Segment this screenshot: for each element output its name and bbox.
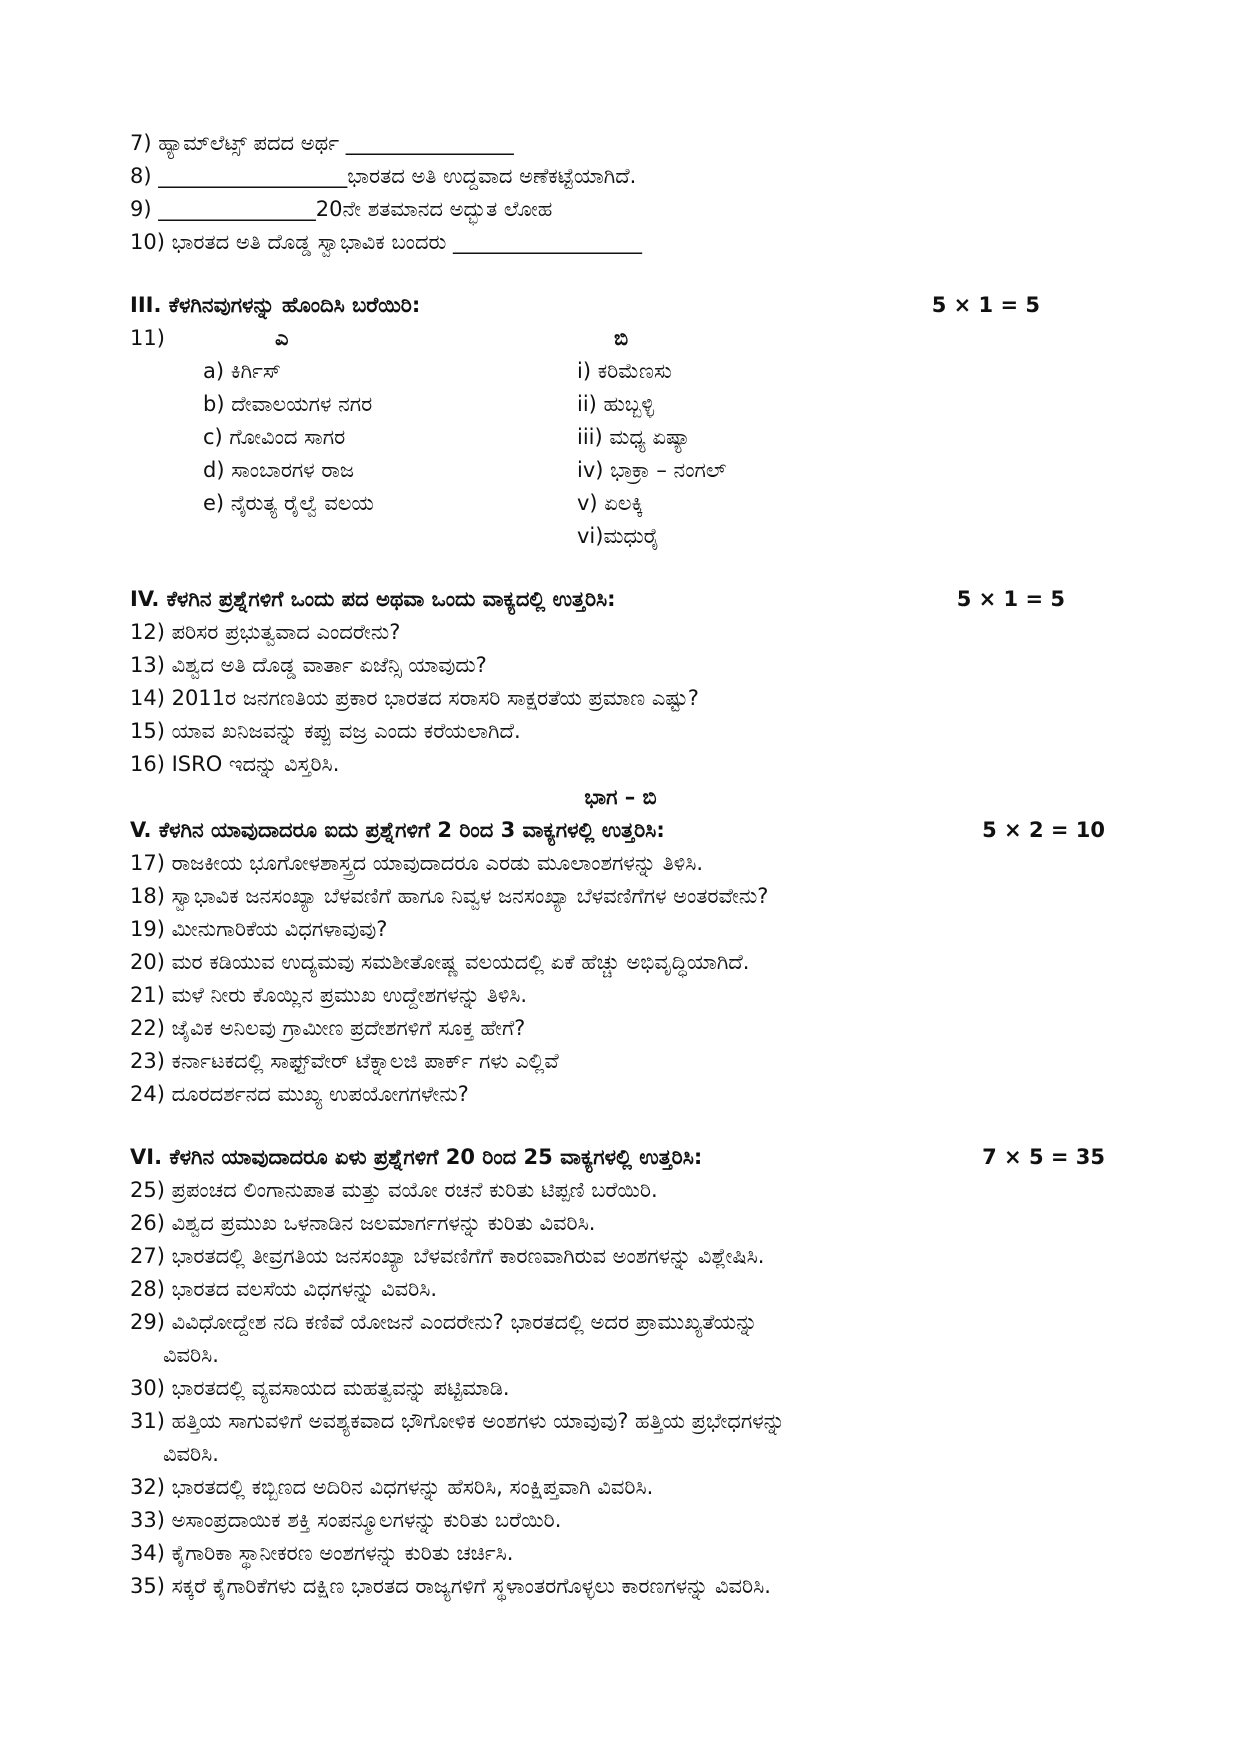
question-10: 10) ಭಾರತದ ಅತಿ ದೊಡ್ಡ ಸ್ವಾಭಾವಿಕ ಬಂದರು __________________	[130, 230, 642, 254]
question-7: 7) ಹ್ಯಾಮ್‌ಲೆಟ್ಸ್ ಪದದ ಅರ್ಥ ________________	[130, 131, 514, 155]
question-29-continued: ವಿವರಿಸಿ.	[163, 1343, 219, 1367]
match-item-a: a) ಕಿರ್ಗಿಸ್	[203, 359, 281, 383]
question-30: 30) ಭಾರತದಲ್ಲಿ ವ್ಯವಸಾಯದ ಮಹತ್ವವನ್ನು ಪಟ್ಟಿಮಾಡಿ.	[130, 1376, 510, 1400]
question-28: 28) ಭಾರತದ ವಲಸೆಯ ವಿಧಗಳನ್ನು ವಿವರಿಸಿ.	[130, 1277, 438, 1301]
match-column-a	[203, 355, 374, 520]
question-9: 9) _______________20ನೇ ಶತಮಾನದ ಅದ್ಭುತ ಲೋಹ	[130, 197, 553, 221]
section-6-header	[130, 1141, 1105, 1174]
match-column-b	[577, 355, 726, 553]
question-17: 17) ರಾಜಕೀಯ ಭೂಗೋಳಶಾಸ್ತ್ರದ ಯಾವುದಾದರೂ ಎರಡು ಮೂಲಾಂಶಗಳನ್ನು ತಿಳಿಸಿ.	[130, 851, 704, 875]
match-item-i: i) ಕರಿಮೆಣಸು	[577, 359, 672, 383]
question-35: 35) ಸಕ್ಕರೆ ಕೈಗಾರಿಕೆಗಳು ದಕ್ಷಿಣ ಭಾರತದ ರಾಜ್ಯಗಳಿಗೆ ಸ್ಥಳಾಂತರಗೊಳ್ಳಲು ಕಾರಣಗಳನ್ನು ವಿವರಿಸಿ.	[130, 1574, 771, 1598]
question-11-number: 11)	[130, 326, 165, 350]
question-8: 8) __________________ಭಾರತದ ಅತಿ ಉದ್ದವಾದ ಅಣೆಕಟ್ಟೆಯಾಗಿದೆ.	[130, 164, 637, 188]
question-16: 16) ISRO ಇದನ್ನು ವಿಸ್ತರಿಸಿ.	[130, 752, 340, 776]
question-29: 29) ವಿವಿಧೋದ್ದೇಶ ನದಿ ಕಣಿವೆ ಯೋಜನೆ ಎಂದರೇನು? ಭಾರತದಲ್ಲಿ ಅದರ ಪ್ರಾಮುಖ್ಯತೆಯನ್ನು	[130, 1310, 758, 1334]
question-24: 24) ದೂರದರ್ಶನದ ಮುಖ್ಯ ಉಪಯೋಗಗಳೇನು?	[130, 1082, 469, 1106]
question-14: 14) 2011ರ ಜನಗಣತಿಯ ಪ್ರಕಾರ ಭಾರತದ ಸರಾಸರಿ ಸಾಕ್ಷರತೆಯ ಪ್ರಮಾಣ ಎಷ್ಟು?	[130, 686, 699, 710]
question-34: 34) ಕೈಗಾರಿಕಾ ಸ್ಥಾನೀಕರಣ ಅಂಶಗಳನ್ನು ಕುರಿತು ಚರ್ಚಿಸಿ.	[130, 1541, 514, 1565]
section-3-header	[130, 289, 1040, 322]
column-a-heading: ಎ	[275, 326, 289, 350]
match-item-e: e) ನೈರುತ್ಯ ರೈಲ್ವೆ ವಲಯ	[203, 491, 374, 515]
section-5-header	[130, 814, 1105, 847]
question-26: 26) ವಿಶ್ವದ ಪ್ರಮುಖ ಒಳನಾಡಿನ ಜಲಮಾರ್ಗಗಳನ್ನು ಕುರಿತು ವಿವರಿಸಿ.	[130, 1211, 596, 1235]
section-4-marks: 5 × 1 = 5	[956, 587, 1065, 611]
question-25: 25) ಪ್ರಪಂಚದ ಲಿಂಗಾನುಪಾತ ಮತ್ತು ವಯೋ ರಚನೆ ಕುರಿತು ಟಿಪ್ಪಣಿ ಬರೆಯಿರಿ.	[130, 1178, 658, 1202]
question-27: 27) ಭಾರತದಲ್ಲಿ ತೀವ್ರಗತಿಯ ಜನಸಂಖ್ಯಾ ಬೆಳವಣಿಗೆಗೆ ಕಾರಣವಾಗಿರುವ ಅಂಶಗಳನ್ನು ವಿಶ್ಲೇಷಿಸಿ.	[130, 1244, 765, 1268]
section-5-title: V. ಕೆಳಗಿನ ಯಾವುದಾದರೂ ಐದು ಪ್ರಶ್ನೆಗಳಿಗೆ 2 ರಿಂದ 3 ವಾಕ್ಯಗಳಲ್ಲಿ ಉತ್ತರಿಸಿ:	[130, 818, 665, 842]
match-item-vi: vi)ಮಧುರೈ	[577, 524, 660, 548]
question-12: 12) ಪರಿಸರ ಪ್ರಭುತ್ವವಾದ ಎಂದರೇನು?	[130, 620, 401, 644]
part-b-heading: ಭಾಗ – ಬಿ	[584, 785, 657, 809]
section-5-marks: 5 × 2 = 10	[982, 818, 1105, 842]
question-32: 32) ಭಾರತದಲ್ಲಿ ಕಬ್ಬಿಣದ ಅದಿರಿನ ವಿಧಗಳನ್ನು ಹೆಸರಿಸಿ, ಸಂಕ್ಷಿಪ್ತವಾಗಿ ವಿವರಿಸಿ.	[130, 1475, 654, 1499]
section-4-title: IV. ಕೆಳಗಿನ ಪ್ರಶ್ನೆಗಳಿಗೆ ಒಂದು ಪದ ಅಥವಾ ಒಂದು ವಾಕ್ಯದಲ್ಲಿ ಉತ್ತರಿಸಿ:	[130, 587, 616, 611]
question-19: 19) ಮೀನುಗಾರಿಕೆಯ ವಿಧಗಳಾವುವು?	[130, 917, 388, 941]
match-item-iii: iii) ಮಧ್ಯ ಏಷ್ಯಾ	[577, 425, 691, 449]
question-33: 33) ಅಸಾಂಪ್ರದಾಯಿಕ ಶಕ್ತಿ ಸಂಪನ್ಮೂಲಗಳನ್ನು ಕುರಿತು ಬರೆಯಿರಿ.	[130, 1508, 562, 1532]
match-item-v: v) ಏಲಕ್ಕಿ	[577, 491, 644, 515]
question-23: 23) ಕರ್ನಾಟಕದಲ್ಲಿ ಸಾಫ್ಟ್‌ವೇರ್ ಟೆಕ್ನಾಲಜಿ ಪಾರ್ಕ್ ಗಳು ಎಲ್ಲಿವೆ	[130, 1049, 559, 1073]
section-3-marks: 5 × 1 = 5	[931, 293, 1040, 317]
match-item-c: c) ಗೋವಿಂದ ಸಾಗರ	[203, 425, 346, 449]
question-13: 13) ವಿಶ್ವದ ಅತಿ ದೊಡ್ಡ ವಾರ್ತಾ ಏಜೆನ್ಸಿ ಯಾವುದು?	[130, 653, 487, 677]
match-item-b: b) ದೇವಾಲಯಗಳ ನಗರ	[203, 392, 373, 416]
question-31-continued: ವಿವರಿಸಿ.	[163, 1442, 219, 1466]
column-b-heading: ಬಿ	[614, 326, 629, 350]
question-20: 20) ಮರ ಕಡಿಯುವ ಉದ್ಯಮವು ಸಮಶೀತೋಷ್ಣ ವಲಯದಲ್ಲಿ ಏಕೆ ಹೆಚ್ಚು ಅಭಿವೃದ್ಧಿಯಾಗಿದೆ.	[130, 950, 750, 974]
section-6-marks: 7 × 5 = 35	[982, 1145, 1105, 1169]
question-21: 21) ಮಳೆ ನೀರು ಕೊಯ್ಲಿನ ಪ್ರಮುಖ ಉದ್ದೇಶಗಳನ್ನು ತಿಳಿಸಿ.	[130, 983, 528, 1007]
section-4-header	[130, 583, 1065, 616]
section-3-title: III. ಕೆಳಗಿನವುಗಳನ್ನು ಹೊಂದಿಸಿ ಬರೆಯಿರಿ:	[130, 293, 421, 317]
match-item-iv: iv) ಭಾಕ್ರಾ – ನಂಗಲ್	[577, 458, 727, 482]
section-6-title: VI. ಕೆಳಗಿನ ಯಾವುದಾದರೂ ಏಳು ಪ್ರಶ್ನೆಗಳಿಗೆ 20 ರಿಂದ 25 ವಾಕ್ಯಗಳಲ್ಲಿ ಉತ್ತರಿಸಿ:	[130, 1145, 703, 1169]
question-18: 18) ಸ್ವಾಭಾವಿಕ ಜನಸಂಖ್ಯಾ ಬೆಳವಣಿಗೆ ಹಾಗೂ ನಿವ್ವಳ ಜನಸಂಖ್ಯಾ ಬೆಳವಣಿಗೆಗಳ ಅಂತರವೇನು?	[130, 884, 769, 908]
question-22: 22) ಜೈವಿಕ ಅನಿಲವು ಗ್ರಾಮೀಣ ಪ್ರದೇಶಗಳಿಗೆ ಸೂಕ್ತ ಹೇಗೆ?	[130, 1016, 526, 1040]
question-31: 31) ಹತ್ತಿಯ ಸಾಗುವಳಿಗೆ ಅವಶ್ಯಕವಾದ ಭೌಗೋಳಿಕ ಅಂಶಗಳು ಯಾವುವು? ಹತ್ತಿಯ ಪ್ರಭೇಧಗಳನ್ನು	[130, 1409, 785, 1433]
match-item-d: d) ಸಾಂಬಾರಗಳ ರಾಜ	[203, 458, 355, 482]
match-item-ii: ii) ಹುಬ್ಬಳ್ಳಿ	[577, 392, 655, 416]
question-15: 15) ಯಾವ ಖನಿಜವನ್ನು ಕಪ್ಪು ವಜ್ರ ಎಂದು ಕರೆಯಲಾಗಿದೆ.	[130, 719, 521, 743]
